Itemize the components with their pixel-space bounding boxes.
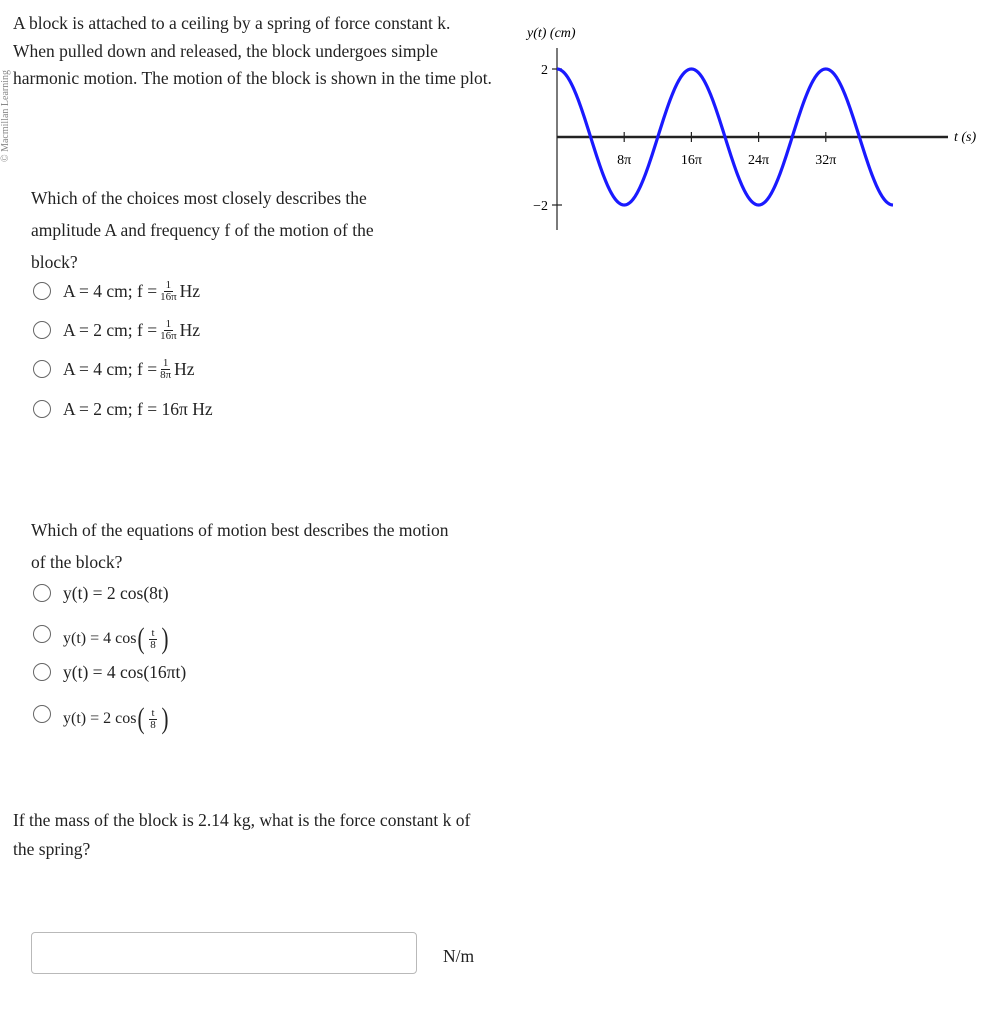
x-axis-label: t (s) xyxy=(954,130,977,145)
q2-option-4[interactable]: y(t) = 2 cos ( $\frac{t}{8}$ ) xyxy=(33,702,170,736)
q1-option-4[interactable]: A = 2 cm; f = 16π Hz xyxy=(33,396,213,422)
answer-input[interactable] xyxy=(31,932,417,974)
y-axis-label: y(t) (cm) xyxy=(527,26,576,41)
copyright-mark: © Macmillan Learning xyxy=(0,69,11,162)
radio-button[interactable] xyxy=(33,282,51,300)
x-tick-label: 8π xyxy=(617,153,632,168)
x-tick-label: 16π xyxy=(680,153,702,168)
q1-option-1[interactable]: A = 4 cm; f = $\frac{1}{16\pi}$ Hz xyxy=(33,278,200,304)
radio-button[interactable] xyxy=(33,663,51,681)
q2-option-1[interactable]: y(t) = 2 cos(8t) xyxy=(33,580,169,606)
question-1-text: Which of the choices most closely describes the amplitude A and frequency f of the motion of the block? xyxy=(31,188,374,272)
x-tick-label: 24π xyxy=(748,153,770,168)
question-3-text: If the mass of the block is 2.14 kg, what is the force constant k of the spring? xyxy=(13,810,471,859)
question-2-text: Which of the equations of motion best describes the motion of the block? xyxy=(31,520,449,572)
x-tick-label: 32π xyxy=(815,153,837,168)
q1-option-3[interactable]: A = 4 cm; f = $\frac{1}{8\pi}$ Hz xyxy=(33,356,195,382)
fraction: $\frac{t}{8}$ xyxy=(150,626,156,651)
q2-option-2[interactable]: y(t) = 4 cos ( $\frac{t}{8}$ ) xyxy=(33,622,170,656)
fraction: $\frac{1}{16\pi}$ xyxy=(160,317,177,342)
motion-plot xyxy=(510,15,1000,245)
answer-unit: N/m xyxy=(443,946,475,966)
fraction: $\frac{1}{16\pi}$ xyxy=(160,278,177,303)
radio-button[interactable] xyxy=(33,400,51,418)
y-tick-label: 2 xyxy=(541,63,548,78)
problem-intro: A block is attached to a ceiling by a spring of force constant k. When pulled down and released, the block undergoes simple harmonic motion. The motion of the block is shown in the time plot. xyxy=(13,13,492,88)
radio-button[interactable] xyxy=(33,360,51,378)
y-tick-label: −2 xyxy=(533,199,548,214)
radio-button[interactable] xyxy=(33,625,51,643)
q2-option-3[interactable]: y(t) = 4 cos(16πt) xyxy=(33,659,186,685)
radio-button[interactable] xyxy=(33,321,51,339)
fraction: $\frac{1}{8\pi}$ xyxy=(160,356,172,381)
radio-button[interactable] xyxy=(33,705,51,723)
radio-button[interactable] xyxy=(33,584,51,602)
q1-option-2[interactable]: A = 2 cm; f = $\frac{1}{16\pi}$ Hz xyxy=(33,317,200,343)
fraction: $\frac{t}{8}$ xyxy=(150,706,156,731)
